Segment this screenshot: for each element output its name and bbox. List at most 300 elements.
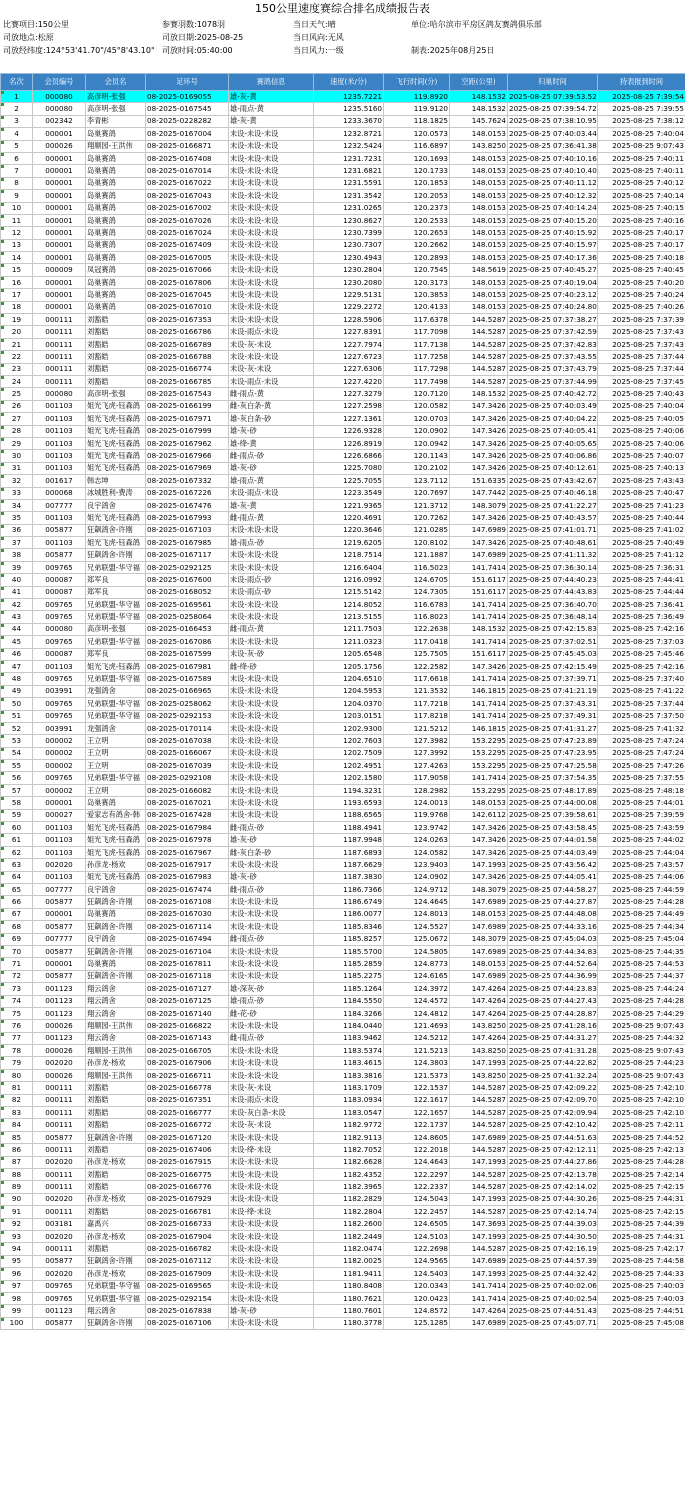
table-row[interactable] bbox=[1, 1069, 685, 1081]
cell-speed: 1218.7514 bbox=[314, 549, 384, 561]
table-row[interactable] bbox=[1, 685, 685, 697]
table-row[interactable] bbox=[1, 884, 685, 896]
cell-arrival-time: 2025-08-25 07:40:03.49 bbox=[508, 400, 598, 412]
cell-pigeon-info: 未设-未设-未设 bbox=[229, 1230, 314, 1242]
cell-pigeon-info: 未设-未设-未设 bbox=[229, 698, 314, 710]
table-row[interactable] bbox=[1, 227, 685, 239]
cell-pigeon-info: 未设-未设-未设 bbox=[229, 314, 314, 326]
cell-report-time: 2025-08-25 7:40:24 bbox=[598, 289, 685, 301]
cell-report-time: 2025-08-25 7:44:23 bbox=[598, 1057, 685, 1069]
table-row[interactable] bbox=[1, 1032, 685, 1044]
cell-arrival-time: 2025-08-25 07:44:39.03 bbox=[508, 1218, 598, 1230]
table-row[interactable] bbox=[1, 103, 685, 115]
table-row[interactable] bbox=[1, 140, 685, 152]
cell-ring-number: 08-2025-0167104 bbox=[146, 945, 229, 957]
table-row[interactable] bbox=[1, 1020, 685, 1032]
table-row[interactable] bbox=[1, 388, 685, 400]
cell-speed: 1187.6893 bbox=[314, 846, 384, 858]
cell-distance: 147.6989 bbox=[450, 945, 508, 957]
table-row[interactable] bbox=[1, 1193, 685, 1205]
cell-report-time: 2025-08-25 7:40:18 bbox=[598, 252, 685, 264]
table-row[interactable] bbox=[1, 1230, 685, 1242]
cell-report-time: 2025-08-25 7:42:17 bbox=[598, 1243, 685, 1255]
table-row[interactable] bbox=[1, 673, 685, 685]
cell-rank: 52 bbox=[1, 722, 33, 734]
table-row[interactable] bbox=[1, 202, 685, 214]
table-row[interactable] bbox=[1, 524, 685, 536]
cell-rank: 67 bbox=[1, 908, 33, 920]
cell-rank: 3 bbox=[1, 115, 33, 127]
cell-arrival-time: 2025-08-25 07:41:32.24 bbox=[508, 1069, 598, 1081]
cell-member-id: 001617 bbox=[33, 475, 86, 487]
cell-flight-time: 117.8218 bbox=[384, 710, 450, 722]
cell-flight-time: 120.1693 bbox=[384, 152, 450, 164]
cell-rank: 8 bbox=[1, 177, 33, 189]
table-row[interactable] bbox=[1, 921, 685, 933]
table-row[interactable] bbox=[1, 413, 685, 425]
cell-report-time: 2025-08-25 7:44:52 bbox=[598, 1131, 685, 1143]
cell-rank: 88 bbox=[1, 1168, 33, 1180]
table-row[interactable] bbox=[1, 623, 685, 635]
cell-member-id: 000087 bbox=[33, 574, 86, 586]
cell-flight-time: 122.2297 bbox=[384, 1168, 450, 1180]
cell-member-id: 000001 bbox=[33, 227, 86, 239]
cell-arrival-time: 2025-08-25 07:47:25.58 bbox=[508, 760, 598, 772]
table-row[interactable] bbox=[1, 599, 685, 611]
table-row[interactable] bbox=[1, 896, 685, 908]
table-row[interactable] bbox=[1, 574, 685, 586]
table-row[interactable] bbox=[1, 425, 685, 437]
cell-pigeon-info: 未设-未设-未设 bbox=[229, 722, 314, 734]
cell-arrival-time: 2025-08-25 07:41:01.71 bbox=[508, 524, 598, 536]
cell-distance: 144.5287 bbox=[450, 1181, 508, 1193]
table-row[interactable] bbox=[1, 772, 685, 784]
cell-distance: 148.0153 bbox=[450, 202, 508, 214]
cell-distance: 147.4264 bbox=[450, 995, 508, 1007]
cell-member-id: 001103 bbox=[33, 846, 86, 858]
cell-speed: 1216.6404 bbox=[314, 561, 384, 573]
cell-flight-time: 124.3803 bbox=[384, 1057, 450, 1069]
cell-flight-time: 124.3972 bbox=[384, 983, 450, 995]
cell-speed: 1180.7621 bbox=[314, 1292, 384, 1304]
table-row[interactable] bbox=[1, 710, 685, 722]
table-row[interactable] bbox=[1, 1119, 685, 1131]
table-row[interactable] bbox=[1, 586, 685, 598]
info-entries: 参赛羽数:1078羽 bbox=[162, 20, 226, 29]
table-row[interactable] bbox=[1, 1094, 685, 1106]
table-row[interactable] bbox=[1, 276, 685, 288]
cell-pigeon-info: 未设-未设-未设 bbox=[229, 747, 314, 759]
cell-ring-number: 08-2025-0166786 bbox=[146, 326, 229, 338]
cell-rank: 16 bbox=[1, 276, 33, 288]
cell-distance: 147.3426 bbox=[450, 400, 508, 412]
cell-member-id: 000001 bbox=[33, 289, 86, 301]
cell-rank: 10 bbox=[1, 202, 33, 214]
cell-arrival-time: 2025-08-25 07:42:10.42 bbox=[508, 1119, 598, 1131]
col-header-member-name[interactable]: 会员名 bbox=[86, 74, 146, 91]
cell-member-id: 009765 bbox=[33, 673, 86, 685]
cell-flight-time: 124.5212 bbox=[384, 1032, 450, 1044]
cell-report-time: 2025-08-25 7:44:44 bbox=[598, 586, 685, 598]
cell-ring-number: 08-2025-0167039 bbox=[146, 760, 229, 772]
cell-report-time: 2025-08-25 7:44:33 bbox=[598, 1268, 685, 1280]
table-row[interactable] bbox=[1, 351, 685, 363]
table-row[interactable] bbox=[1, 859, 685, 871]
cell-speed: 1230.2080 bbox=[314, 276, 384, 288]
cell-member-id: 000001 bbox=[33, 797, 86, 809]
cell-speed: 1216.0992 bbox=[314, 574, 384, 586]
table-row[interactable] bbox=[1, 252, 685, 264]
cell-speed: 1183.9462 bbox=[314, 1032, 384, 1044]
cell-pigeon-info: 雄-雨点-黄 bbox=[229, 475, 314, 487]
cell-flight-time: 120.0902 bbox=[384, 425, 450, 437]
cell-member-id: 000002 bbox=[33, 784, 86, 796]
cell-member-id: 005877 bbox=[33, 921, 86, 933]
cell-flight-time: 117.7258 bbox=[384, 351, 450, 363]
cell-rank: 20 bbox=[1, 326, 33, 338]
cell-distance: 144.5287 bbox=[450, 1082, 508, 1094]
table-row[interactable] bbox=[1, 636, 685, 648]
table-row[interactable] bbox=[1, 1168, 685, 1180]
table-row[interactable] bbox=[1, 1131, 685, 1143]
cell-pigeon-info: 未设-灰-未设 bbox=[229, 1119, 314, 1131]
cell-flight-time: 121.4693 bbox=[384, 1020, 450, 1032]
cell-flight-time: 124.5103 bbox=[384, 1230, 450, 1242]
info-org: 单位:哈尔滨市平房区鸽友赛鸽俱乐部 bbox=[411, 20, 542, 29]
cell-flight-time: 120.2102 bbox=[384, 462, 450, 474]
cell-rank: 68 bbox=[1, 921, 33, 933]
table-row[interactable] bbox=[1, 1082, 685, 1094]
cell-pigeon-info: 未设-灰-未设 bbox=[229, 363, 314, 375]
cell-arrival-time: 2025-08-25 07:40:46.18 bbox=[508, 487, 598, 499]
table-row[interactable] bbox=[1, 1206, 685, 1218]
cell-report-time: 2025-08-25 7:40:03 bbox=[598, 1292, 685, 1304]
cell-member-name: 嘉禹兴 bbox=[86, 1218, 146, 1230]
cell-distance: 143.8250 bbox=[450, 1020, 508, 1032]
cell-flight-time: 116.5023 bbox=[384, 561, 450, 573]
cell-pigeon-info: 未设-未设-未设 bbox=[229, 1156, 314, 1168]
table-row[interactable] bbox=[1, 475, 685, 487]
cell-flight-time: 122.1737 bbox=[384, 1119, 450, 1131]
cell-member-id: 000111 bbox=[33, 338, 86, 350]
cell-report-time: 2025-08-25 7:44:28 bbox=[598, 1156, 685, 1168]
cell-member-id: 000002 bbox=[33, 760, 86, 772]
col-header-arrival-time[interactable]: 归巢时间 bbox=[508, 74, 598, 91]
table-row[interactable] bbox=[1, 437, 685, 449]
cell-report-time: 2025-08-25 7:37:43 bbox=[598, 338, 685, 350]
cell-flight-time: 124.5403 bbox=[384, 1268, 450, 1280]
cell-distance: 153.2295 bbox=[450, 760, 508, 772]
col-header-distance[interactable]: 空距(公里) bbox=[450, 74, 508, 91]
cell-pigeon-info: 未设-未设-未设 bbox=[229, 351, 314, 363]
cell-distance: 147.4264 bbox=[450, 1032, 508, 1044]
cell-pigeon-info: 未设-绛-未设 bbox=[229, 1144, 314, 1156]
cell-member-id: 005877 bbox=[33, 549, 86, 561]
table-row[interactable] bbox=[1, 561, 685, 573]
cell-member-name: 姐光飞虎-钰森鸽 bbox=[86, 871, 146, 883]
cell-member-name: 岛巢赛鸽 bbox=[86, 165, 146, 177]
cell-rank: 23 bbox=[1, 363, 33, 375]
table-row[interactable] bbox=[1, 660, 685, 672]
cell-member-name: 王立明 bbox=[86, 735, 146, 747]
cell-distance: 148.0153 bbox=[450, 908, 508, 920]
table-row[interactable] bbox=[1, 1181, 685, 1193]
cell-flight-time: 121.1887 bbox=[384, 549, 450, 561]
cell-distance: 147.1993 bbox=[450, 1230, 508, 1242]
cell-member-id: 000001 bbox=[33, 276, 86, 288]
cell-arrival-time: 2025-08-25 07:42:09.94 bbox=[508, 1107, 598, 1119]
cell-distance: 148.0153 bbox=[450, 190, 508, 202]
table-row[interactable] bbox=[1, 1280, 685, 1292]
table-row[interactable] bbox=[1, 908, 685, 920]
table-row[interactable] bbox=[1, 264, 685, 276]
cell-report-time: 2025-08-25 7:40:47 bbox=[598, 487, 685, 499]
table-row[interactable] bbox=[1, 871, 685, 883]
cell-ring-number: 08-2025-0167906 bbox=[146, 1057, 229, 1069]
table-row[interactable] bbox=[1, 115, 685, 127]
cell-distance: 147.3426 bbox=[450, 537, 508, 549]
table-row[interactable] bbox=[1, 128, 685, 140]
table-row[interactable] bbox=[1, 338, 685, 350]
cell-pigeon-info: 未设-未设-未设 bbox=[229, 549, 314, 561]
cell-member-name: 岛巢赛鸽 bbox=[86, 289, 146, 301]
cell-flight-time: 124.6165 bbox=[384, 970, 450, 982]
cell-report-time: 2025-08-25 7:42:15 bbox=[598, 1181, 685, 1193]
table-row[interactable] bbox=[1, 1243, 685, 1255]
table-row[interactable] bbox=[1, 797, 685, 809]
cell-speed: 1230.4943 bbox=[314, 252, 384, 264]
cell-speed: 1183.5374 bbox=[314, 1045, 384, 1057]
table-row[interactable] bbox=[1, 1107, 685, 1119]
cell-speed: 1230.7399 bbox=[314, 227, 384, 239]
cell-pigeon-info: 未设-未设-未设 bbox=[229, 636, 314, 648]
cell-ring-number: 08-2025-0167476 bbox=[146, 499, 229, 511]
table-row[interactable] bbox=[1, 735, 685, 747]
cell-speed: 1231.3542 bbox=[314, 190, 384, 202]
report-title: 150公里速度赛综合排名成绩报告表 bbox=[255, 2, 430, 15]
cell-arrival-time: 2025-08-25 07:44:22.82 bbox=[508, 1057, 598, 1069]
table-row[interactable] bbox=[1, 970, 685, 982]
cell-ring-number: 08-2025-0167915 bbox=[146, 1156, 229, 1168]
cell-report-time: 2025-08-25 7:45:46 bbox=[598, 648, 685, 660]
cell-flight-time: 124.5805 bbox=[384, 945, 450, 957]
cell-pigeon-info: 未设-未设-未设 bbox=[229, 784, 314, 796]
cell-member-name: 翔云鸽舍 bbox=[86, 995, 146, 1007]
table-row[interactable] bbox=[1, 747, 685, 759]
table-row[interactable] bbox=[1, 1292, 685, 1304]
table-row[interactable] bbox=[1, 983, 685, 995]
table-row[interactable] bbox=[1, 214, 685, 226]
table-row[interactable] bbox=[1, 722, 685, 734]
cell-flight-time: 119.8920 bbox=[384, 91, 450, 103]
cell-flight-time: 117.6378 bbox=[384, 314, 450, 326]
cell-pigeon-info: 雄-灰-砂 bbox=[229, 871, 314, 883]
cell-rank: 75 bbox=[1, 1007, 33, 1019]
table-row[interactable] bbox=[1, 1305, 685, 1317]
table-row[interactable] bbox=[1, 177, 685, 189]
cell-report-time: 2025-08-25 7:40:43 bbox=[598, 388, 685, 400]
cell-distance: 147.3693 bbox=[450, 1218, 508, 1230]
cell-speed: 1203.0151 bbox=[314, 710, 384, 722]
table-row[interactable] bbox=[1, 499, 685, 511]
cell-arrival-time: 2025-08-25 07:41:28.16 bbox=[508, 1020, 598, 1032]
cell-member-name: 翔顺园-王洪伟 bbox=[86, 1069, 146, 1081]
table-row[interactable] bbox=[1, 1045, 685, 1057]
cell-flight-time: 120.8102 bbox=[384, 537, 450, 549]
cell-speed: 1182.2829 bbox=[314, 1193, 384, 1205]
table-row[interactable] bbox=[1, 239, 685, 251]
cell-distance: 141.7414 bbox=[450, 636, 508, 648]
table-row[interactable] bbox=[1, 1144, 685, 1156]
col-header-speed[interactable]: 速度(米/分) bbox=[314, 74, 384, 91]
table-row[interactable] bbox=[1, 1156, 685, 1168]
cell-member-id: 001103 bbox=[33, 437, 86, 449]
cell-member-id: 000111 bbox=[33, 1168, 86, 1180]
cell-member-name: 孙彦龙-杨欢 bbox=[86, 859, 146, 871]
cell-rank: 40 bbox=[1, 574, 33, 586]
table-row[interactable] bbox=[1, 152, 685, 164]
cell-speed: 1202.4951 bbox=[314, 760, 384, 772]
table-row[interactable] bbox=[1, 487, 685, 499]
cell-arrival-time: 2025-08-25 07:40:12.61 bbox=[508, 462, 598, 474]
cell-flight-time: 124.8773 bbox=[384, 958, 450, 970]
cell-pigeon-info: 雄-灰-黄 bbox=[229, 499, 314, 511]
cell-report-time: 2025-08-25 7:39:54 bbox=[598, 91, 685, 103]
table-row[interactable] bbox=[1, 301, 685, 313]
cell-flight-time: 124.6705 bbox=[384, 574, 450, 586]
table-row[interactable] bbox=[1, 289, 685, 301]
cell-member-name: 岛巢赛鸽 bbox=[86, 797, 146, 809]
table-row[interactable] bbox=[1, 945, 685, 957]
cell-rank: 97 bbox=[1, 1280, 33, 1292]
cell-member-id: 000111 bbox=[33, 363, 86, 375]
cell-pigeon-info: 雄-灰白条-砂 bbox=[229, 413, 314, 425]
cell-rank: 19 bbox=[1, 314, 33, 326]
cell-ring-number: 08-2025-0167021 bbox=[146, 797, 229, 809]
cell-ring-number: 08-2025-0166453 bbox=[146, 623, 229, 635]
table-row[interactable] bbox=[1, 165, 685, 177]
table-row[interactable] bbox=[1, 450, 685, 462]
table-row[interactable] bbox=[1, 1255, 685, 1267]
table-row[interactable] bbox=[1, 537, 685, 549]
cell-ring-number: 08-2025-0167589 bbox=[146, 673, 229, 685]
cell-rank: 96 bbox=[1, 1268, 33, 1280]
cell-rank: 11 bbox=[1, 214, 33, 226]
col-header-flight-time[interactable]: 飞行时间(分) bbox=[384, 74, 450, 91]
cell-distance: 147.4264 bbox=[450, 1007, 508, 1019]
cell-distance: 147.3426 bbox=[450, 660, 508, 672]
table-row[interactable] bbox=[1, 549, 685, 561]
cell-member-name: 姐光飞虎-钰森鸽 bbox=[86, 400, 146, 412]
col-header-ring-number[interactable]: 足环号 bbox=[146, 74, 229, 91]
table-row[interactable] bbox=[1, 314, 685, 326]
cell-member-name: 刘豁皓 bbox=[86, 1243, 146, 1255]
cell-distance: 151.6335 bbox=[450, 475, 508, 487]
cell-speed: 1186.0077 bbox=[314, 908, 384, 920]
cell-member-id: 000001 bbox=[33, 301, 86, 313]
table-row[interactable] bbox=[1, 784, 685, 796]
cell-ring-number: 08-2025-0166776 bbox=[146, 1181, 229, 1193]
cell-member-id: 000111 bbox=[33, 1206, 86, 1218]
table-row[interactable] bbox=[1, 512, 685, 524]
cell-arrival-time: 2025-08-25 07:43:58.45 bbox=[508, 822, 598, 834]
col-header-report-time[interactable]: 持表报到时间 bbox=[598, 74, 685, 91]
table-row[interactable] bbox=[1, 822, 685, 834]
cell-distance: 147.3426 bbox=[450, 437, 508, 449]
cell-arrival-time: 2025-08-25 07:47:23.89 bbox=[508, 735, 598, 747]
cell-ring-number: 08-2025-0169565 bbox=[146, 1280, 229, 1292]
cell-report-time: 2025-08-25 7:44:31 bbox=[598, 1193, 685, 1205]
col-header-member-id[interactable]: 会员编号 bbox=[33, 74, 86, 91]
table-row[interactable] bbox=[1, 846, 685, 858]
col-header-rank[interactable]: 名次 bbox=[1, 74, 33, 91]
cell-report-time: 2025-08-25 7:40:07 bbox=[598, 450, 685, 462]
cell-distance: 148.0153 bbox=[450, 227, 508, 239]
table-row[interactable] bbox=[1, 400, 685, 412]
table-row[interactable] bbox=[1, 1317, 685, 1329]
cell-member-name: 刘豁皓 bbox=[86, 1206, 146, 1218]
cell-speed: 1202.7603 bbox=[314, 735, 384, 747]
cell-member-id: 009765 bbox=[33, 599, 86, 611]
table-row[interactable] bbox=[1, 326, 685, 338]
cell-member-id: 001123 bbox=[33, 995, 86, 1007]
cell-speed: 1213.5155 bbox=[314, 611, 384, 623]
cell-distance: 148.1532 bbox=[450, 91, 508, 103]
cell-pigeon-info: 未设-未设-未设 bbox=[229, 1243, 314, 1255]
table-row[interactable] bbox=[1, 375, 685, 387]
table-row[interactable] bbox=[1, 809, 685, 821]
table-row[interactable] bbox=[1, 91, 685, 103]
cell-member-name: 凤冠赛鸽 bbox=[86, 264, 146, 276]
cell-member-id: 000080 bbox=[33, 103, 86, 115]
cell-speed: 1220.3646 bbox=[314, 524, 384, 536]
cell-rank: 5 bbox=[1, 140, 33, 152]
table-row[interactable] bbox=[1, 1057, 685, 1069]
cell-member-name: 郑军良 bbox=[86, 648, 146, 660]
table-row[interactable] bbox=[1, 1007, 685, 1019]
cell-flight-time: 120.7262 bbox=[384, 512, 450, 524]
cell-ring-number: 08-2025-0166774 bbox=[146, 363, 229, 375]
table-row[interactable] bbox=[1, 834, 685, 846]
table-row[interactable] bbox=[1, 190, 685, 202]
cell-pigeon-info: 未设-雨点-砂 bbox=[229, 586, 314, 598]
table-row[interactable] bbox=[1, 1268, 685, 1280]
cell-member-name: 岛巢赛鸽 bbox=[86, 301, 146, 313]
cell-distance: 147.1993 bbox=[450, 1268, 508, 1280]
table-row[interactable] bbox=[1, 611, 685, 623]
cell-member-id: 009765 bbox=[33, 636, 86, 648]
table-row[interactable] bbox=[1, 648, 685, 660]
table-row[interactable] bbox=[1, 958, 685, 970]
table-row[interactable] bbox=[1, 995, 685, 1007]
cell-arrival-time: 2025-08-25 07:40:15.20 bbox=[508, 214, 598, 226]
cell-flight-time: 120.2373 bbox=[384, 202, 450, 214]
table-row[interactable] bbox=[1, 462, 685, 474]
col-header-pigeon-info[interactable]: 赛鸽信息 bbox=[229, 74, 314, 91]
table-row[interactable] bbox=[1, 1218, 685, 1230]
cell-member-id: 002020 bbox=[33, 1230, 86, 1242]
cell-pigeon-info: 未设-未设-未设 bbox=[229, 599, 314, 611]
table-row[interactable] bbox=[1, 760, 685, 772]
cell-member-name: 兄弟联盟-华守福 bbox=[86, 1280, 146, 1292]
table-row[interactable] bbox=[1, 698, 685, 710]
cell-flight-time: 122.2698 bbox=[384, 1243, 450, 1255]
cell-report-time: 2025-08-25 7:40:04 bbox=[598, 128, 685, 140]
cell-member-id: 000080 bbox=[33, 623, 86, 635]
table-row[interactable] bbox=[1, 363, 685, 375]
table-row[interactable] bbox=[1, 933, 685, 945]
cell-report-time: 2025-08-25 7:44:41 bbox=[598, 574, 685, 586]
